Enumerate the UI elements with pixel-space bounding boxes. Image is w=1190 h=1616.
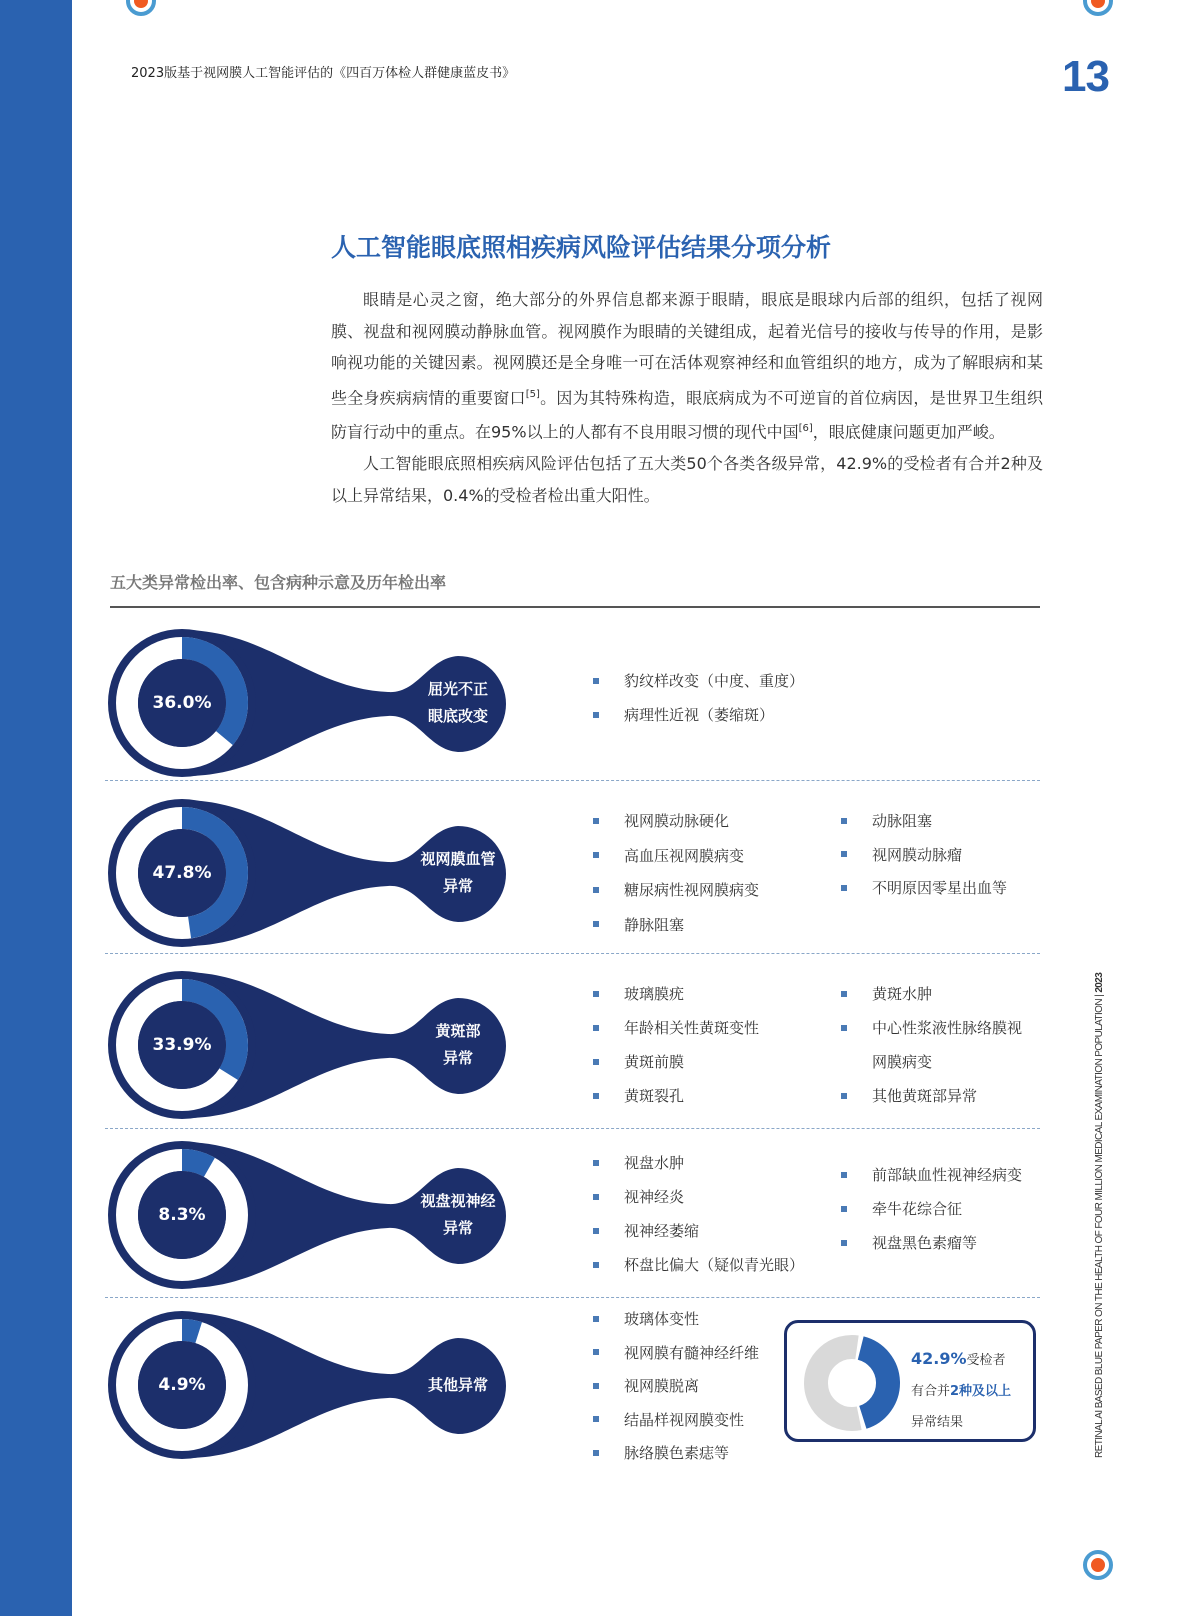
category-graphic — [108, 970, 518, 1120]
disease-list-item: 黄斑裂孔 — [593, 1085, 684, 1106]
citation-6[interactable]: [6] — [798, 423, 813, 435]
disease-list-item: 静脉阻塞 — [593, 914, 684, 935]
category-percentage: 33.9% — [152, 1035, 212, 1055]
disease-list-item: 视盘黑色素瘤等 — [841, 1232, 977, 1253]
figure-heading: 五大类异常检出率、包含病种示意及历年检出率 — [110, 573, 447, 592]
square-bullet-icon — [593, 1316, 599, 1322]
square-bullet-icon — [593, 818, 599, 824]
row-divider — [105, 780, 1040, 781]
disease-list-item: 视盘水肿 — [593, 1152, 684, 1173]
square-bullet-icon — [593, 712, 599, 718]
square-bullet-icon — [593, 1093, 599, 1099]
disease-list-item: 病理性近视（萎缩斑） — [593, 704, 774, 725]
square-bullet-icon — [593, 1416, 599, 1422]
category-label: 黄斑部 异常 — [435, 1022, 481, 1067]
disease-list-item: 黄斑水肿 — [841, 983, 932, 1004]
square-bullet-icon — [841, 851, 847, 857]
square-bullet-icon — [593, 921, 599, 927]
page-number: 13 — [1062, 52, 1109, 101]
category-graphic — [108, 628, 518, 778]
summary-donut-chart — [797, 1328, 907, 1438]
square-bullet-icon — [593, 1383, 599, 1389]
citation-5[interactable]: [5] — [525, 388, 540, 400]
category-label: 屈光不正 眼底改变 — [427, 680, 488, 725]
square-bullet-icon — [593, 1262, 599, 1268]
figure-heading-rule — [110, 606, 1040, 608]
square-bullet-icon — [593, 678, 599, 684]
square-bullet-icon — [593, 991, 599, 997]
summary-box — [784, 1320, 1036, 1442]
square-bullet-icon — [841, 1206, 847, 1212]
category-label: 视网膜血管 异常 — [420, 850, 496, 895]
category-graphic — [108, 1140, 518, 1290]
disease-list-item: 中心性浆液性脉络膜视 — [841, 1017, 1022, 1038]
row-divider — [105, 1297, 1040, 1298]
target-decoration-icon — [1083, 1550, 1113, 1580]
disease-list-item: 网膜病变 — [872, 1053, 933, 1071]
disease-list-item: 视网膜脱离 — [593, 1375, 699, 1396]
square-bullet-icon — [841, 991, 847, 997]
square-bullet-icon — [841, 1172, 847, 1178]
square-bullet-icon — [593, 1160, 599, 1166]
disease-list-item: 黄斑前膜 — [593, 1051, 684, 1072]
left-color-bar — [0, 0, 72, 1616]
vertical-side-caption: RETINAL AI BASED BLUE PAPER ON THE HEALTH OF FOUR MILLION MEDICAL EXAMINATION POPULATION | 2023 — [1094, 972, 1105, 1458]
category-graphic — [108, 798, 518, 948]
disease-list-item: 动脉阻塞 — [841, 810, 932, 831]
square-bullet-icon — [593, 887, 599, 893]
disease-list-item: 豹纹样改变（中度、重度） — [593, 670, 804, 691]
body-text — [331, 284, 1043, 511]
disease-list-item: 视网膜动脉硬化 — [593, 810, 729, 831]
row-divider — [105, 1128, 1040, 1129]
square-bullet-icon — [593, 1228, 599, 1234]
paragraph-1: 眼睛是心灵之窗，绝大部分的外界信息都来源于眼睛，眼底是眼球内后部的组织，包括了视网膜、视盘和视网膜动静脉血管。视网膜作为眼睛的关键组成，起着光信号的接收与传导的作用，是影响视功能的关键因素。视网膜还是全身唯一可在活体观察神经和血管组织的地方，成为了解眼病和某些全身疾病病情的重要窗口[5]。因为其特殊构造，眼底病成为不可逆盲的首位病因，是世界卫生组织防盲行动中的重点。在95%以上的人都有不良用眼习惯的现代中国[6]，眼底健康问题更加严峻。 — [331, 290, 1043, 442]
target-decoration-icon — [126, 0, 156, 16]
disease-list-item: 高血压视网膜病变 — [593, 845, 744, 866]
square-bullet-icon — [841, 1240, 847, 1246]
disease-list-item: 视网膜动脉瘤 — [841, 844, 962, 865]
category-percentage: 36.0% — [152, 693, 212, 713]
square-bullet-icon — [841, 818, 847, 824]
category-graphic — [108, 1310, 518, 1460]
disease-list-item: 牵牛花综合征 — [841, 1198, 962, 1219]
disease-list-item: 不明原因零星出血等 — [841, 877, 1007, 898]
disease-list-item: 玻璃膜疣 — [593, 983, 684, 1004]
disease-list-item: 前部缺血性视神经病变 — [841, 1164, 1022, 1185]
disease-list-item: 其他黄斑部异常 — [841, 1085, 977, 1106]
square-bullet-icon — [593, 1025, 599, 1031]
disease-list-item: 杯盘比偏大（疑似青光眼） — [593, 1254, 804, 1275]
category-percentage: 4.9% — [158, 1375, 206, 1395]
disease-list-item: 视神经萎缩 — [593, 1220, 699, 1241]
summary-text: 42.9%受检者 有合并2种及以上 异常结果 — [911, 1349, 1012, 1430]
disease-list-item: 视网膜有髓神经纤维 — [593, 1342, 759, 1363]
category-label: 其他异常 — [427, 1376, 488, 1394]
disease-list-item: 结晶样视网膜变性 — [593, 1409, 744, 1430]
square-bullet-icon — [593, 1450, 599, 1456]
summary-percentage: 42.9% — [911, 1349, 967, 1368]
square-bullet-icon — [841, 1025, 847, 1031]
category-label: 视盘视神经 异常 — [420, 1192, 496, 1237]
disease-list-item: 糖尿病性视网膜病变 — [593, 879, 759, 900]
category-percentage: 47.8% — [152, 863, 212, 883]
square-bullet-icon — [593, 1349, 599, 1355]
document-header-title: 2023版基于视网膜人工智能评估的《四百万体检人群健康蓝皮书》 — [131, 66, 516, 81]
square-bullet-icon — [841, 1093, 847, 1099]
square-bullet-icon — [593, 1059, 599, 1065]
row-divider — [105, 953, 1040, 954]
square-bullet-icon — [593, 1194, 599, 1200]
square-bullet-icon — [593, 852, 599, 858]
disease-list-item: 玻璃体变性 — [593, 1308, 699, 1329]
section-title: 人工智能眼底照相疾病风险评估结果分项分析 — [331, 233, 832, 262]
square-bullet-icon — [841, 885, 847, 891]
disease-list-item: 脉络膜色素痣等 — [593, 1442, 729, 1463]
disease-list-item: 年龄相关性黄斑变性 — [593, 1017, 759, 1038]
disease-list-item: 视神经炎 — [593, 1186, 684, 1207]
paragraph-2: 人工智能眼底照相疾病风险评估包括了五大类50个各类各级异常，42.9%的受检者有合并2种及以上异常结果，0.4%的受检者检出重大阳性。 — [331, 454, 1043, 505]
target-decoration-icon — [1083, 0, 1113, 16]
category-percentage: 8.3% — [158, 1205, 206, 1225]
